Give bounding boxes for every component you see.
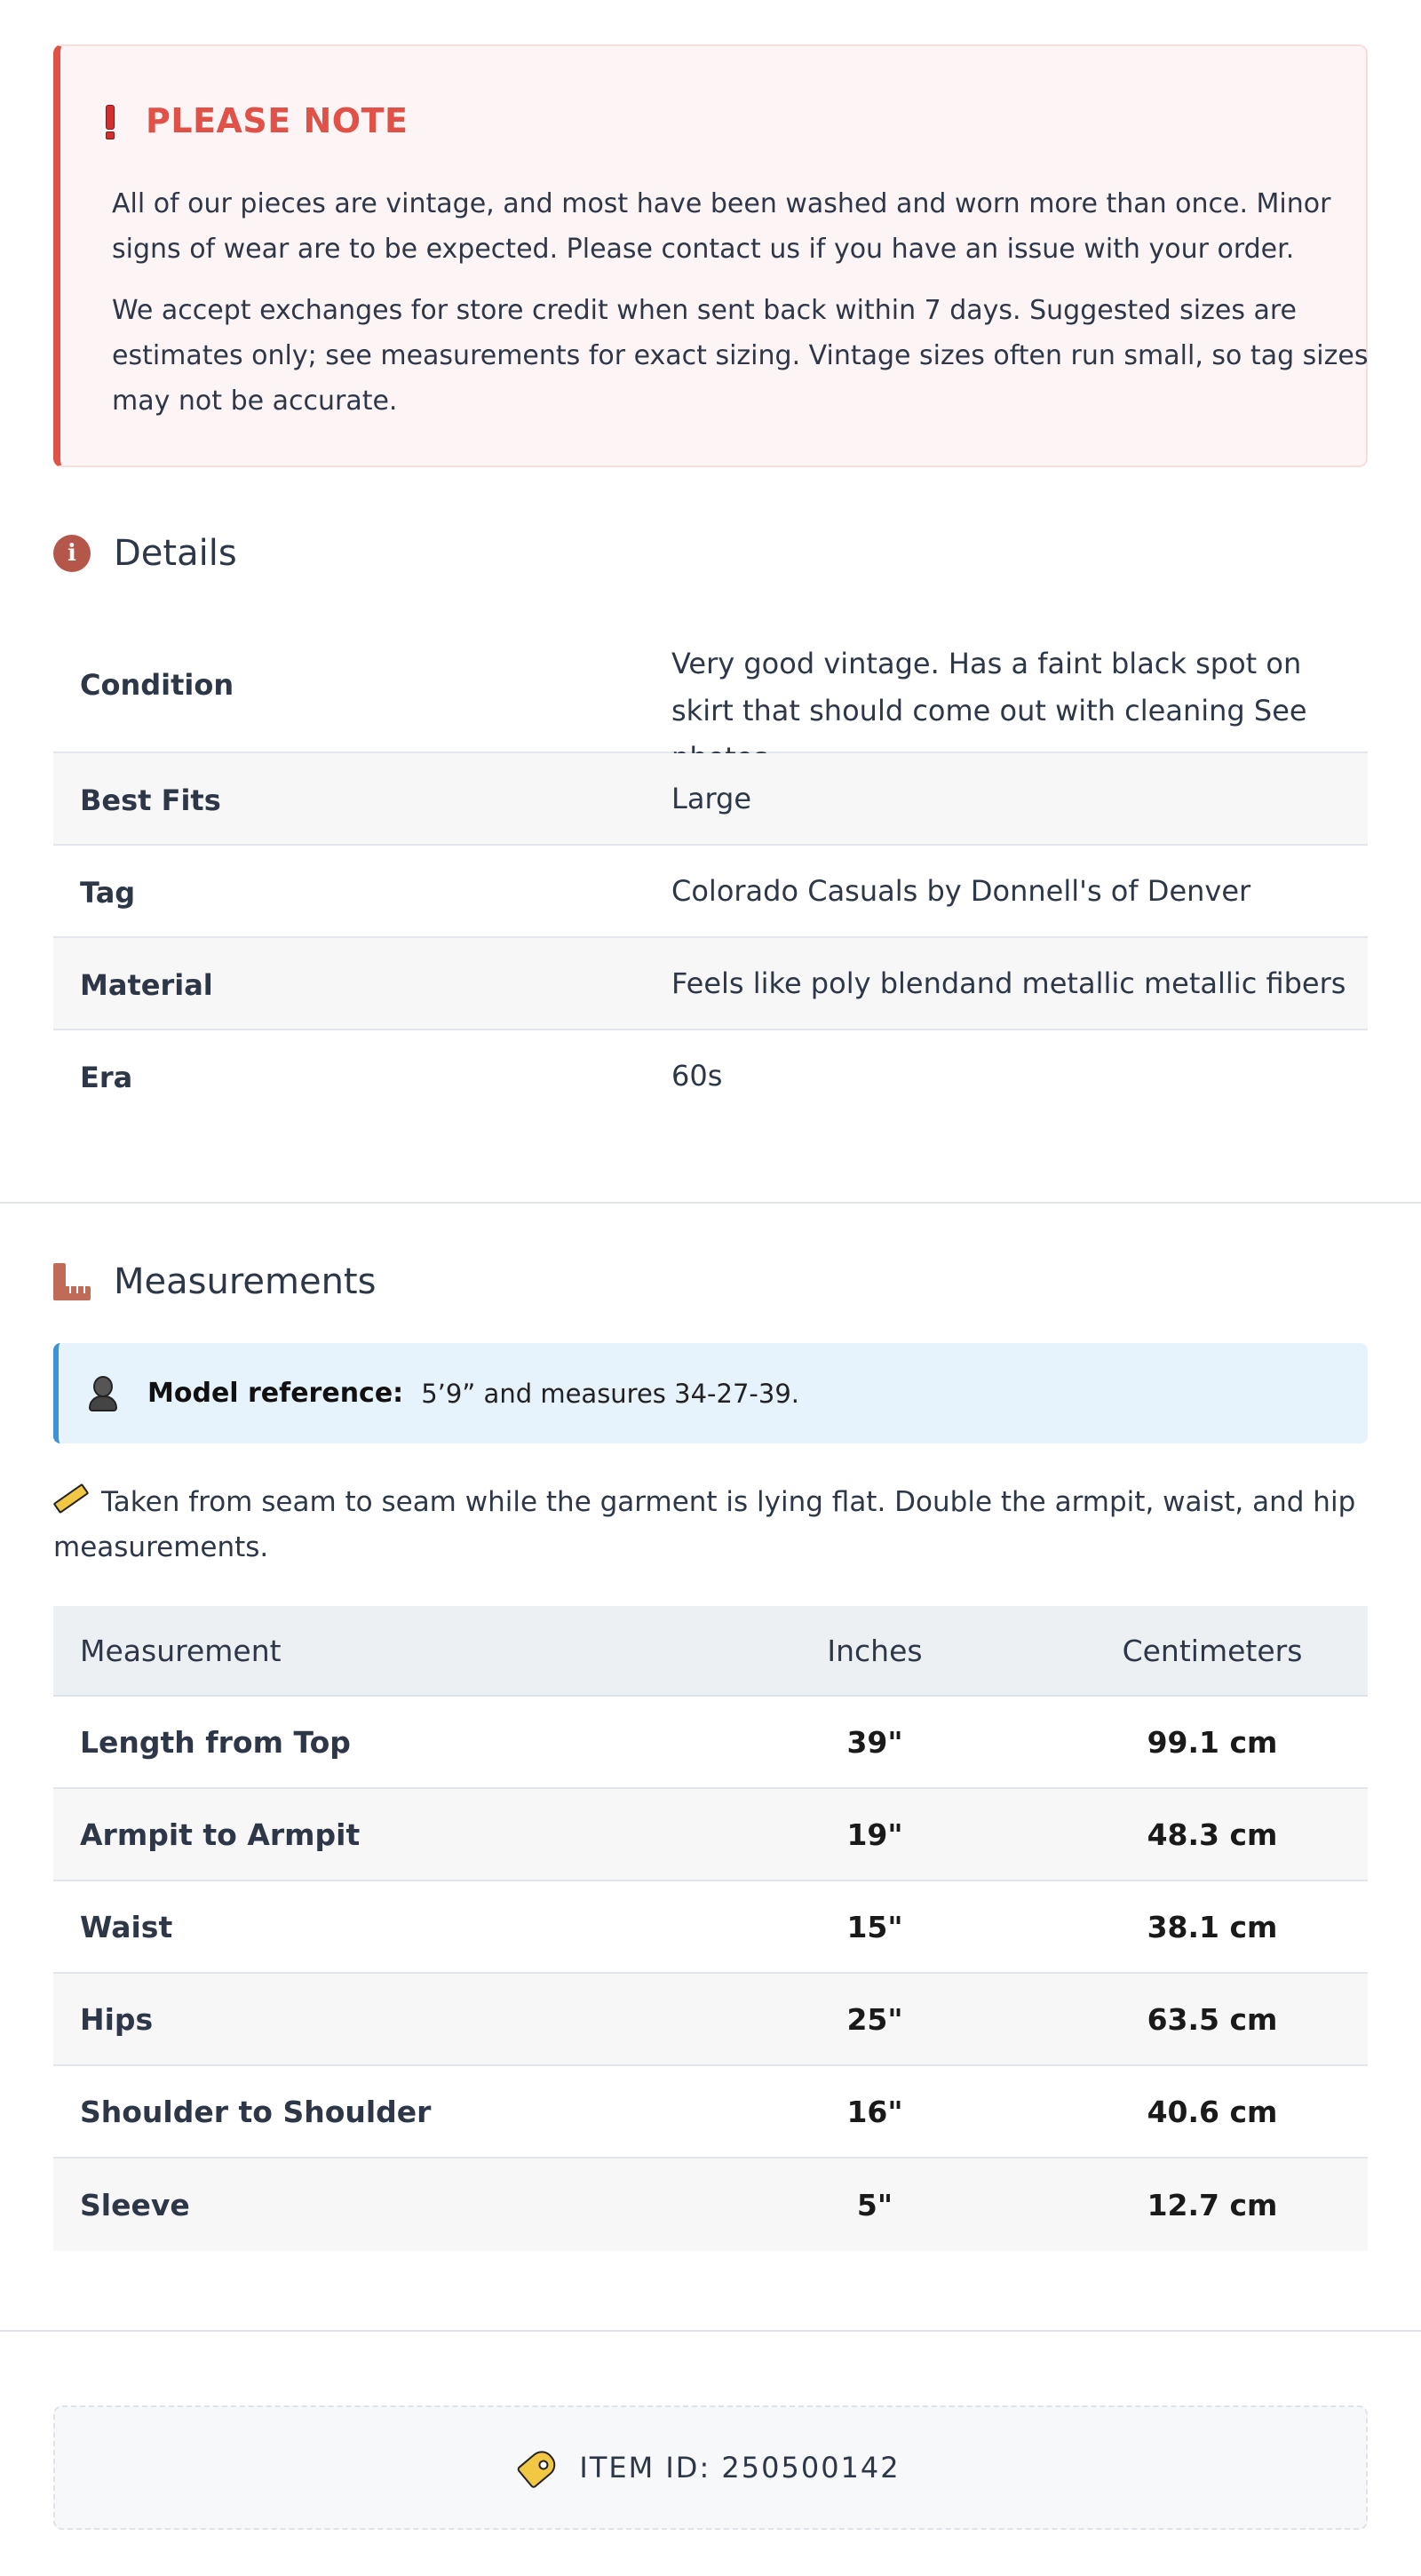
measurements-title: Measurements: [114, 1261, 377, 1302]
table-row: [53, 1789, 1368, 1881]
measurement-inches: 5": [856, 2187, 893, 2222]
measurements-header: [53, 1261, 376, 1302]
table-row: [53, 1697, 1368, 1789]
section-divider: [0, 1202, 1421, 1204]
measurement-name: Hips: [80, 2001, 154, 2037]
details-key: Best Fits: [80, 783, 221, 817]
please-note-header: [103, 101, 408, 140]
measurement-inches: 39": [846, 1724, 903, 1760]
details-key: Tag: [80, 876, 136, 910]
item-id-text: ITEM ID: 250500142: [579, 2451, 901, 2485]
measurement-cm: 63.5 cm: [1147, 2001, 1278, 2037]
ruler-icon: [53, 1263, 91, 1300]
measurement-name: Shoulder to Shoulder: [80, 2094, 432, 2129]
measurement-inches: 16": [846, 2094, 903, 2129]
details-title: Details: [114, 533, 237, 574]
please-note-box: [53, 44, 1368, 467]
note-paragraph-condition: All of our pieces are vintage, and most have been washed and worn more than once. Minor signs of wear are to be expected. Please contact us if you have an issue with your order.: [112, 188, 1331, 265]
note-paragraph-exchanges: We accept exchanges for store credit when sent back within 7 days. Suggested sizes are estimates only; see measurements for exact sizing. Vintage sizes often run small, so tag sizes may not be accurate.: [112, 295, 1369, 417]
person-icon: [87, 1376, 119, 1411]
measurement-inches: 15": [846, 1909, 903, 1944]
details-row: [53, 753, 1368, 846]
measurement-cm: 48.3 cm: [1147, 1817, 1278, 1852]
measurement-note-text: Taken from seam to seam while the garment is lying flat. Double the armpit, waist, and hip measurements.: [53, 1486, 1356, 1563]
details-value: Feels like poly blendand metallic metallic fibers: [671, 966, 1346, 1000]
exclamation-icon: [103, 105, 115, 137]
tag-icon: [516, 2446, 560, 2490]
item-id-box: [53, 2405, 1368, 2530]
details-header: [53, 533, 237, 574]
please-note-title: PLEASE NOTE: [146, 101, 409, 140]
measurement-note: [53, 1480, 1368, 1570]
measurement-cm: 38.1 cm: [1147, 1909, 1278, 1944]
header-measurement: Measurement: [80, 1633, 282, 1668]
measurement-inches: 25": [846, 2001, 903, 2037]
model-reference-value: 5’9” and measures 34-27-39.: [421, 1378, 799, 1409]
model-reference-label: Model reference:: [147, 1378, 404, 1409]
table-row: [53, 1974, 1368, 2066]
details-key: Era: [80, 1061, 133, 1094]
details-key: Material: [80, 968, 213, 1002]
header-centimeters: Centimeters: [1122, 1633, 1303, 1668]
measurement-cm: 40.6 cm: [1147, 2094, 1278, 2129]
details-row: [53, 622, 1368, 753]
measurement-cm: 12.7 cm: [1147, 2187, 1278, 2222]
details-table: [53, 622, 1368, 1123]
measurement-name: Sleeve: [80, 2187, 190, 2222]
measurement-name: Armpit to Armpit: [80, 1817, 361, 1852]
model-reference-callout: [53, 1343, 1368, 1443]
table-row: [53, 2066, 1368, 2159]
details-row: [53, 846, 1368, 938]
measurement-inches: 19": [846, 1817, 903, 1852]
measurement-name: Length from Top: [80, 1724, 351, 1760]
table-row: [53, 1881, 1368, 1974]
details-value: Very good vintage. Has a faint black spot on skirt that should come out with cleaning See: [671, 647, 1307, 727]
measurement-name: Waist: [80, 1909, 173, 1944]
details-value: 60s: [671, 1059, 723, 1093]
measurements-table: [53, 1606, 1368, 2251]
details-row: [53, 938, 1368, 1030]
pencil-icon: [53, 1483, 90, 1513]
details-value: Large: [671, 782, 752, 815]
table-header-row: [53, 1606, 1368, 1697]
section-divider: [0, 2330, 1421, 2332]
details-row: [53, 1030, 1368, 1123]
details-key: Condition: [80, 668, 234, 702]
measurement-cm: 99.1 cm: [1147, 1724, 1278, 1760]
details-value: Colorado Casuals by Donnell's of Denver: [671, 874, 1251, 908]
table-row: [53, 2159, 1368, 2251]
info-icon: i: [53, 535, 91, 572]
header-inches: Inches: [827, 1633, 923, 1668]
